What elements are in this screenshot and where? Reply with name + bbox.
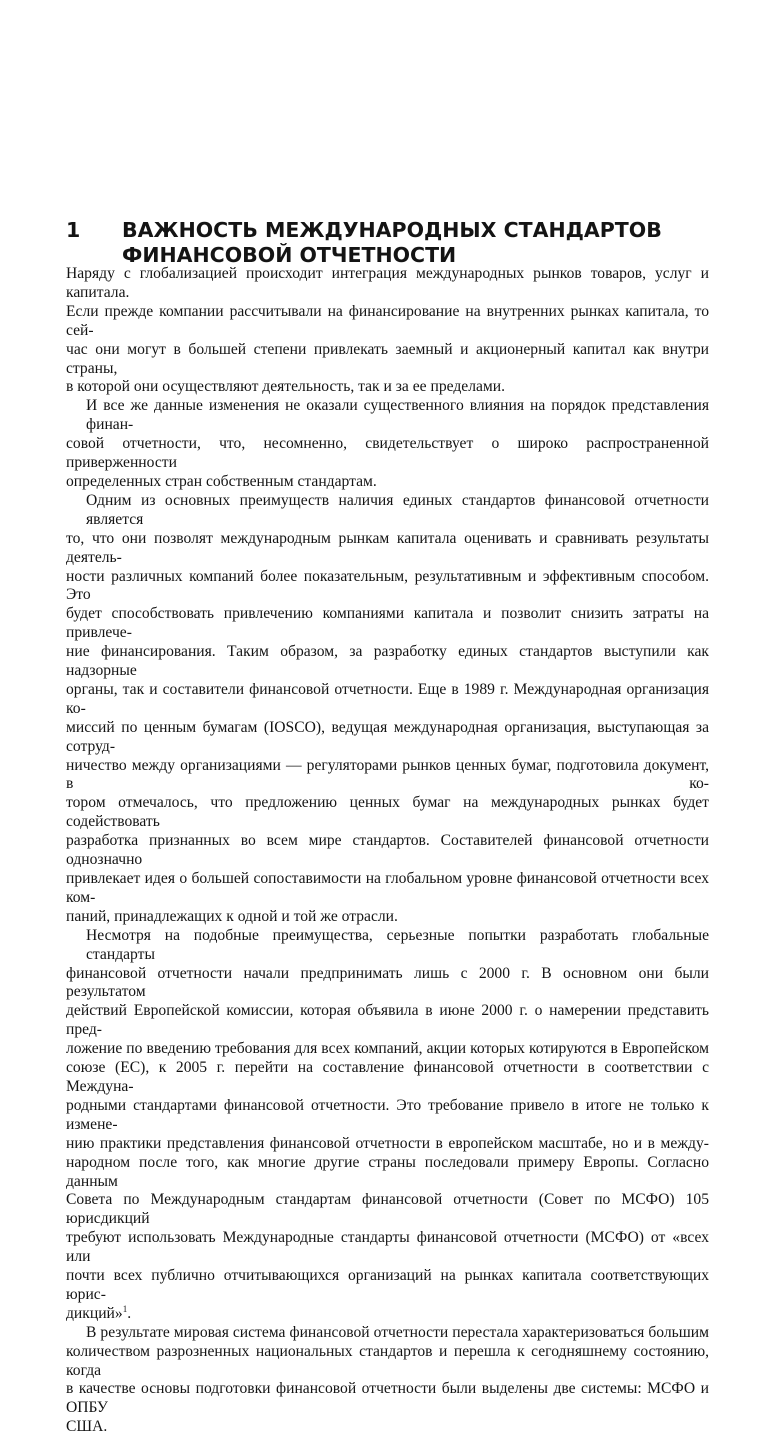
text-line: И все же данные изменения не оказали существенного влияния на порядок представления финан- — [86, 397, 709, 434]
text-line: то, что они позволят международным рынкам капитала оценивать и сравнивать результаты деятель- — [66, 529, 709, 566]
text-line: союзе (ЕС), к 2005 г. перейти на составление финансовой отчетности в соответствии с Междуна- — [66, 1059, 709, 1095]
chapter-heading — [66, 218, 726, 268]
text-line: требуют использовать Международные стандарты финансовой отчетности (МСФО) от «всех или — [66, 1229, 709, 1266]
text-line: тором отмечалось, что предложению ценных бумаг на международных рынках будет содействовать — [66, 794, 709, 831]
text-line: час они могут в большей степени привлекать заемный и акционерный капитал как внутри страны, — [66, 340, 709, 377]
footnote-ref[interactable]: 1 — [122, 1303, 128, 1314]
text-line: количеством разрозненных национальных стандартов и перешла к сегодняшнему состоянию, когда — [66, 1342, 709, 1379]
text-line: финансовой отчетности начали предпринимать лишь с 2000 г. В основном они были результатом — [66, 964, 709, 1001]
text-line: разработка признанных во всем мире стандартов. Составителей финансовой отчетности однозначно — [66, 832, 709, 869]
chapter-title-line-1: ВАЖНОСТЬ МЕЖДУНАРОДНЫХ СТАНДАРТОВ — [122, 218, 662, 242]
text-line: определенных стран собственным стандартам. — [66, 472, 377, 490]
text-line: В результате мировая система финансовой отчетности перестала характеризоваться большим — [86, 1323, 709, 1341]
text-line: ничество между организациями — регуляторами рынков ценных бумаг, подготовила документ, в ко- — [66, 756, 709, 793]
text-line: США. — [66, 1418, 108, 1436]
body-text — [66, 265, 709, 1437]
paragraph-3 — [66, 492, 709, 927]
paragraph-5 — [66, 1324, 709, 1437]
text-line: нию практики представления финансовой отчетности в европейском масштабе, но и в между- — [66, 1134, 709, 1152]
text-line: органы, так и составители финансовой отчетности. Еще в 1989 г. Международная организация ко- — [66, 680, 709, 717]
text-line: ности различных компаний более показательным, результативным и эффективным способом. Это — [66, 567, 709, 604]
text-line: Одним из основных преимуществ наличия единых стандартов финансовой отчетности является — [86, 491, 709, 528]
text-line: в которой они осуществляют деятельность, так и за ее пределами. — [66, 378, 506, 396]
text-line: привлекает идея о большей сопоставимости на глобальном уровне финансовой отчетности всех ком- — [66, 870, 709, 906]
text-line: родными стандартами финансовой отчетности. Это требование привело в итоге не только к измене- — [66, 1096, 709, 1133]
text-line: дикций» — [66, 1304, 123, 1322]
text-line: Совета по Международным стандартам финансовой отчетности (Совет по МСФО) 105 юрисдикций — [66, 1191, 709, 1228]
chapter-number: 1 — [66, 218, 81, 242]
text-line: совой отчетности, что, несомненно, свидетельствует о широко распространенной приверженности — [66, 435, 709, 472]
text-line: миссий по ценным бумагам (IOSCO), ведущая международная организация, выступающая за сотруд- — [66, 718, 709, 755]
text-line: народном после того, как многие другие страны последовали примеру Европы. Согласно данным — [66, 1153, 709, 1190]
text-line: Если прежде компании рассчитывали на финансирование на внутренних рынках капитала, то сей- — [66, 302, 709, 339]
text-line: в качестве основы подготовки финансовой отчетности были выделены две системы: МСФО и ОПБУ — [66, 1380, 709, 1417]
text-line: почти всех публично отчитывающихся организаций на рынках капитала соответствующих юрис- — [66, 1267, 709, 1303]
chapter-title — [122, 218, 662, 268]
text-line: Наряду с глобализацией происходит интеграция международных рынков товаров, услуг и капитала. — [66, 265, 709, 301]
chapter-title-line-2: ФИНАНСОВОЙ ОТЧЕТНОСТИ — [122, 243, 457, 267]
paragraph-2 — [66, 397, 709, 492]
sentence-end: . — [127, 1304, 132, 1322]
text-line-last — [66, 1305, 709, 1324]
text-line: будет способствовать привлечению компаниями капитала и позволит снизить затраты на привлече- — [66, 605, 709, 642]
text-line: ние финансирования. Таким образом, за разработку единых стандартов выступили как надзорные — [66, 643, 709, 680]
text-line: паний, принадлежащих к одной и той же отрасли. — [66, 907, 398, 925]
text-line: Несмотря на подобные преимущества, серьезные попытки разработать глобальные стандарты — [86, 926, 709, 963]
text-line: ложение по введению требования для всех компаний, акции которых котируются в Европейском — [66, 1040, 709, 1058]
paragraph-1 — [66, 265, 709, 397]
paragraph-4 — [66, 927, 709, 1324]
text-line: действий Европейской комиссии, которая объявила в июне 2000 г. о намерении представить пред- — [66, 1002, 709, 1039]
